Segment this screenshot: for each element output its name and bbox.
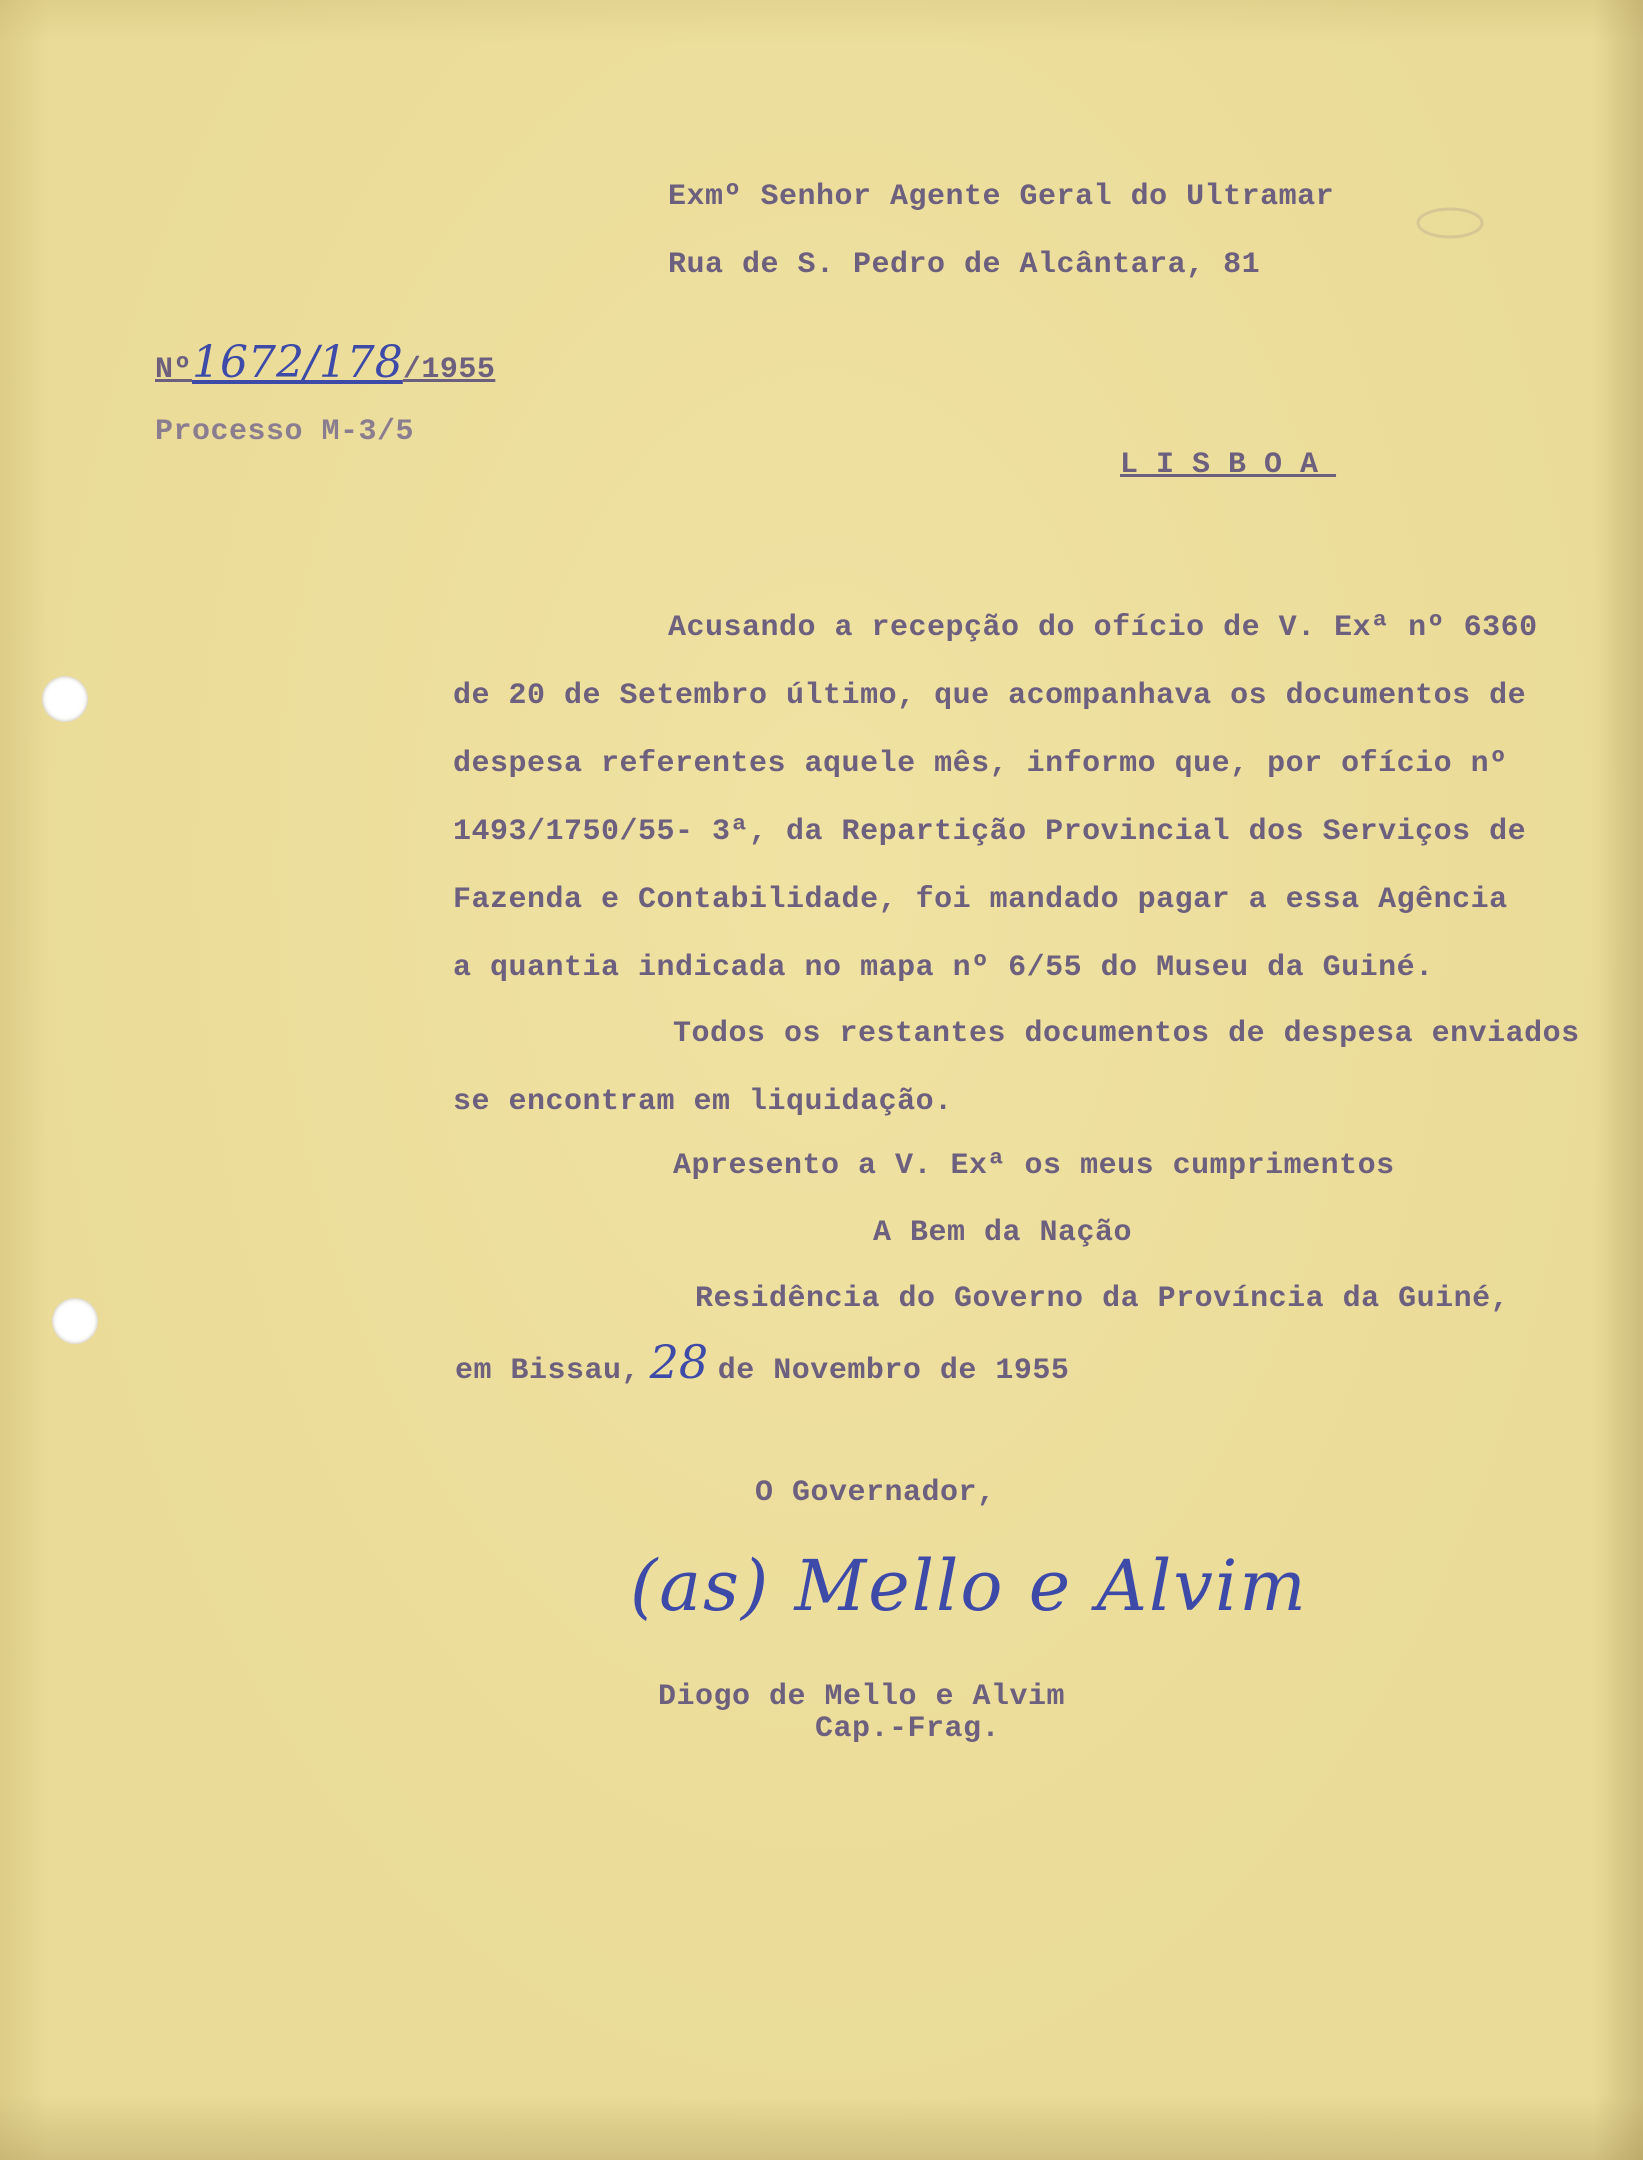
signature-title: O Governador, — [755, 1476, 996, 1510]
closing-motto: A Bem da Nação — [873, 1216, 1133, 1250]
address-street-line: Rua de S. Pedro de Alcântara, 81 — [668, 248, 1261, 282]
date-day-handwritten: 28 — [649, 1335, 709, 1389]
body-line: despesa referentes aquele mês, informo que, por ofício nº — [453, 747, 1508, 781]
reference-number — [155, 337, 495, 388]
reference-number-handwritten: 1672/178 — [192, 337, 403, 388]
process-reference: Processo M-3/5 — [155, 415, 415, 449]
reference-number-year: /1955 — [402, 353, 496, 387]
body-line: Todos os restantes documentos de despesa enviados — [673, 1017, 1580, 1051]
closing-greeting: Apresento a V. Exª os meus cumprimentos — [673, 1149, 1395, 1183]
date-suffix: de Novembro de 1955 — [717, 1354, 1070, 1388]
date-prefix: em Bissau, — [455, 1354, 641, 1388]
signatory-name: Diogo de Mello e Alvim — [658, 1680, 1066, 1714]
city-heading: LISBOA — [1120, 448, 1337, 482]
body-line: de 20 de Setembro último, que acompanhava os documentos de — [453, 679, 1527, 713]
closing-place: Residência do Governo da Província da Guiné, — [695, 1282, 1510, 1316]
signatory-rank: Cap.-Frag. — [815, 1712, 1001, 1746]
body-line: a quantia indicada no mapa nº 6/55 do Museu da Guiné. — [453, 951, 1434, 985]
punch-hole — [52, 1298, 98, 1344]
reference-number-prefix: Nº — [155, 353, 193, 387]
closing-date — [455, 1335, 1069, 1389]
handwritten-signature: (as) Mello e Alvim — [630, 1545, 1308, 1627]
body-line: Fazenda e Contabilidade, foi mandado pagar a essa Agência — [453, 883, 1508, 917]
body-line: Acusando a recepção do ofício de V. Exª nº 6360 — [668, 611, 1538, 645]
punch-hole — [42, 676, 88, 722]
addressee-line: Exmº Senhor Agente Geral do Ultramar — [668, 180, 1335, 214]
body-line: se encontram em liquidação. — [453, 1085, 953, 1119]
faint-stamp-mark — [1415, 205, 1485, 241]
body-line: 1493/1750/55- 3ª, da Repartição Provincial dos Serviços de — [453, 815, 1527, 849]
